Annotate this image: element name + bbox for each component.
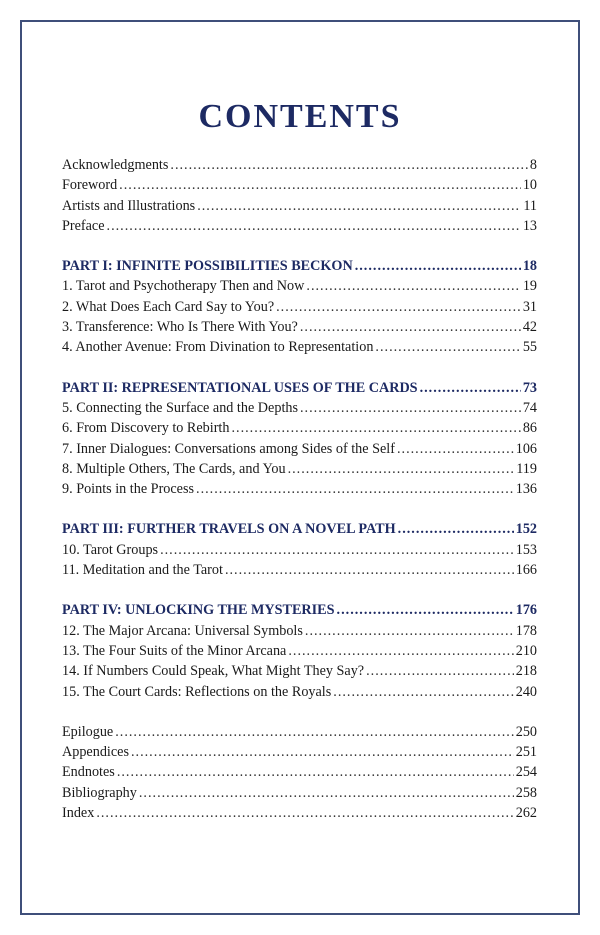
dot-leader xyxy=(355,256,521,276)
part-heading-label: PART IV: UNLOCKING THE MYSTERIES xyxy=(62,602,335,619)
part-1-group xyxy=(62,256,537,357)
dot-leader xyxy=(420,378,521,398)
toc-entry-label: 8. Multiple Others, The Cards, and You xyxy=(62,460,286,477)
dot-leader xyxy=(139,783,514,803)
dot-leader xyxy=(170,155,528,175)
section-gap xyxy=(62,236,537,256)
part-3-group xyxy=(62,519,537,580)
toc-entry-chapter-15[interactable] xyxy=(62,682,537,702)
toc-entry-chapter-2[interactable] xyxy=(62,297,537,317)
dot-leader xyxy=(231,418,520,438)
toc-entry-label: Preface xyxy=(62,217,105,234)
toc-entry-page: 11 xyxy=(523,197,537,214)
toc-entry-chapter-7[interactable] xyxy=(62,439,537,459)
toc-entry-label: 3. Transference: Who Is There With You? xyxy=(62,319,298,336)
dot-leader xyxy=(115,722,513,742)
toc-entry-label: Foreword xyxy=(62,177,118,194)
toc-entry-page: 250 xyxy=(515,723,537,740)
toc-entry-label: 12. The Major Arcana: Universal Symbols xyxy=(62,622,303,639)
toc-entry-page: 240 xyxy=(515,683,537,700)
toc-entry-appendices[interactable] xyxy=(62,742,537,762)
toc-entry-chapter-3[interactable] xyxy=(62,317,537,337)
toc-entry-chapter-6[interactable] xyxy=(62,418,537,438)
toc-entry-chapter-14[interactable] xyxy=(62,661,537,681)
toc-entry-label: 6. From Discovery to Rebirth xyxy=(62,420,230,437)
toc-entry-page: 74 xyxy=(522,399,537,416)
dot-leader xyxy=(366,661,514,681)
dot-leader xyxy=(305,621,514,641)
toc-entry-index[interactable] xyxy=(62,803,537,823)
table-of-contents xyxy=(62,155,537,823)
toc-entry-artists-illustrations[interactable] xyxy=(62,196,537,216)
toc-entry-chapter-5[interactable] xyxy=(62,398,537,418)
dot-leader xyxy=(131,742,514,762)
toc-entry-label: Index xyxy=(62,805,95,822)
toc-entry-page: 19 xyxy=(522,278,537,295)
toc-entry-chapter-10[interactable] xyxy=(62,540,537,560)
toc-entry-label: 2. What Does Each Card Say to You? xyxy=(62,298,275,315)
toc-entry-chapter-13[interactable] xyxy=(62,641,537,661)
dot-leader xyxy=(119,175,521,195)
section-gap xyxy=(62,499,537,519)
part-heading-1[interactable] xyxy=(62,256,537,276)
toc-entry-chapter-1[interactable] xyxy=(62,276,537,296)
page-title: CONTENTS xyxy=(198,98,402,135)
dot-leader xyxy=(196,479,514,499)
toc-entry-chapter-9[interactable] xyxy=(62,479,537,499)
toc-entry-label: Bibliography xyxy=(62,784,137,801)
toc-entry-label: 11. Meditation and the Tarot xyxy=(62,562,223,579)
toc-entry-preface[interactable] xyxy=(62,216,537,236)
toc-entry-page: 262 xyxy=(515,805,537,822)
part-heading-label: PART III: FURTHER TRAVELS ON A NOVEL PATH xyxy=(62,521,396,538)
toc-entry-page: 210 xyxy=(515,642,537,659)
toc-entry-label: 14. If Numbers Could Speak, What Might They Say? xyxy=(62,663,365,680)
dot-leader xyxy=(160,540,514,560)
dot-leader xyxy=(288,459,515,479)
dot-leader xyxy=(397,439,514,459)
dot-leader xyxy=(96,803,513,823)
toc-entry-page: 119 xyxy=(516,460,537,477)
part-heading-label: PART I: INFINITE POSSIBILITIES BECKON xyxy=(62,258,353,275)
dot-leader xyxy=(306,276,520,296)
toc-entry-endnotes[interactable] xyxy=(62,762,537,782)
toc-entry-chapter-11[interactable] xyxy=(62,560,537,580)
dot-leader xyxy=(197,196,521,216)
toc-entry-page: 106 xyxy=(515,440,537,457)
dot-leader xyxy=(375,337,520,357)
part-heading-page: 152 xyxy=(515,521,537,538)
dot-leader xyxy=(337,600,514,620)
toc-entry-page: 86 xyxy=(522,420,537,437)
toc-entry-bibliography[interactable] xyxy=(62,783,537,803)
part-heading-3[interactable] xyxy=(62,519,537,539)
back-matter-group xyxy=(62,722,537,823)
part-heading-page: 176 xyxy=(515,602,537,619)
toc-entry-label: Acknowledgments xyxy=(62,157,169,173)
toc-entry-label: 9. Points in the Process xyxy=(62,481,195,498)
toc-entry-page: 31 xyxy=(522,298,537,315)
toc-entry-page: 251 xyxy=(515,744,537,761)
toc-entry-page: 42 xyxy=(522,319,537,336)
toc-entry-label: Epilogue xyxy=(62,723,114,740)
dot-leader xyxy=(225,560,514,580)
part-heading-label: PART II: REPRESENTATIONAL USES OF THE CARDS xyxy=(62,379,418,396)
toc-entry-label: 15. The Court Cards: Reflections on the Royals xyxy=(62,683,332,700)
toc-entry-foreword[interactable] xyxy=(62,175,537,195)
part-heading-4[interactable] xyxy=(62,600,537,620)
toc-entry-label: 1. Tarot and Psychotherapy Then and Now xyxy=(62,278,305,295)
front-matter-group xyxy=(62,155,537,236)
toc-entry-page: 166 xyxy=(515,562,537,579)
toc-entry-page: 13 xyxy=(522,217,537,234)
dot-leader xyxy=(300,398,521,418)
toc-entry-page: 153 xyxy=(515,541,537,558)
toc-entry-label: Artists and Illustrations xyxy=(62,197,196,214)
toc-entry-page: 258 xyxy=(515,784,537,801)
part-heading-2[interactable] xyxy=(62,378,537,398)
part-heading-page: 18 xyxy=(522,258,537,275)
toc-entry-epilogue[interactable] xyxy=(62,722,537,742)
section-gap xyxy=(62,702,537,722)
dot-leader xyxy=(276,297,521,317)
toc-entry-label: 4. Another Avenue: From Divination to Representation xyxy=(62,339,374,356)
dot-leader xyxy=(117,762,514,782)
dot-leader xyxy=(288,641,513,661)
toc-entry-page: 10 xyxy=(522,177,537,194)
dot-leader xyxy=(300,317,521,337)
dot-leader xyxy=(398,519,514,539)
toc-entry-chapter-4[interactable] xyxy=(62,337,537,357)
toc-entry-chapter-12[interactable] xyxy=(62,621,537,641)
toc-entry-page: 218 xyxy=(515,663,537,680)
part-2-group xyxy=(62,378,537,500)
toc-entry-page: 178 xyxy=(515,622,537,639)
toc-entry-page: 136 xyxy=(515,481,537,498)
dot-leader xyxy=(333,682,513,702)
section-gap xyxy=(62,580,537,600)
part-heading-page: 73 xyxy=(522,379,537,396)
toc-entry-page: 254 xyxy=(515,764,537,781)
toc-entry-page: 55 xyxy=(522,339,537,356)
toc-entry-acknowledgments[interactable] xyxy=(62,155,537,175)
toc-entry-label: 13. The Four Suits of the Minor Arcana xyxy=(62,642,287,659)
dot-leader xyxy=(107,216,521,236)
toc-entry-chapter-8[interactable] xyxy=(62,459,537,479)
toc-entry-label: 10. Tarot Groups xyxy=(62,541,159,558)
toc-entry-label: Endnotes xyxy=(62,764,115,781)
toc-entry-label: 5. Connecting the Surface and the Depths xyxy=(62,399,298,416)
toc-entry-label: 7. Inner Dialogues: Conversations among Sides of the Self xyxy=(62,440,395,457)
toc-entry-page: 8 xyxy=(529,157,537,173)
toc-entry-label: Appendices xyxy=(62,744,129,761)
section-gap xyxy=(62,358,537,378)
part-4-group xyxy=(62,600,537,701)
